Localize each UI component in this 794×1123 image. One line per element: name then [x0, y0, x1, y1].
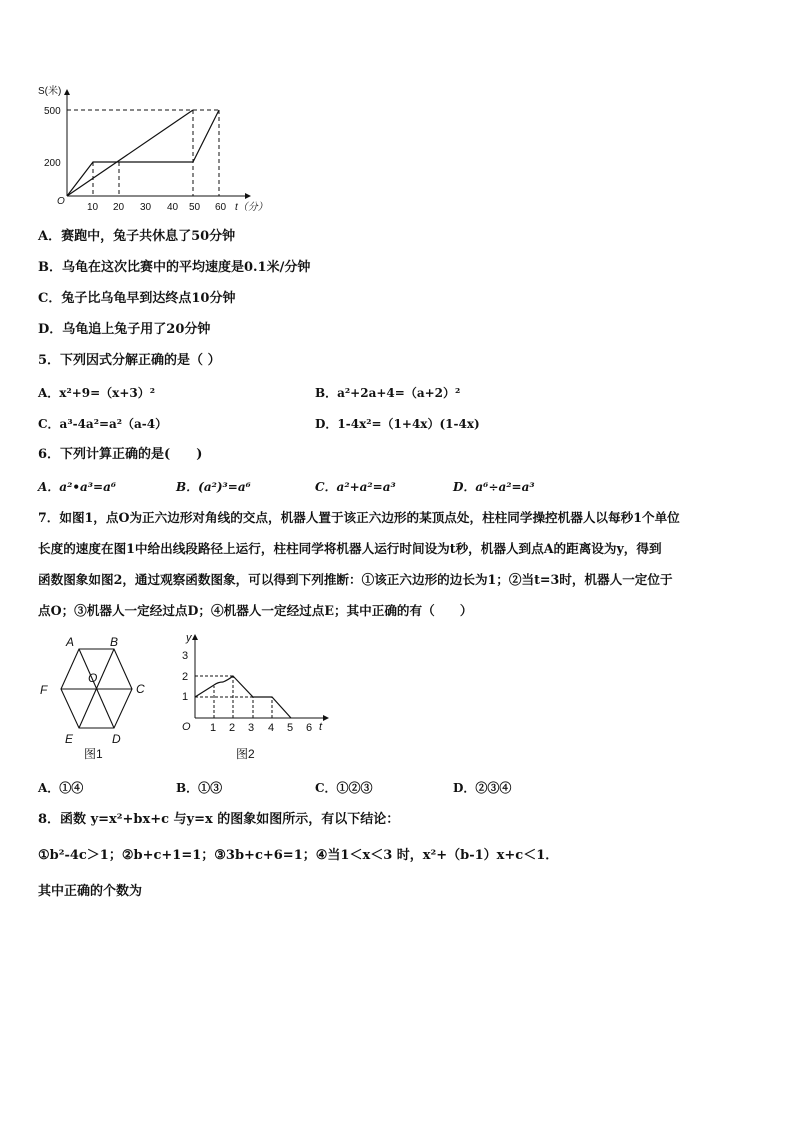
- hex-label-f: F: [40, 683, 48, 697]
- hexagon-figure: [34, 632, 164, 764]
- fig2-ytick-3: 3: [182, 650, 189, 662]
- q7-option-b: B．①③: [176, 781, 223, 795]
- race-xtick-20: 20: [113, 202, 125, 213]
- q7-option-a: A．①④: [38, 781, 84, 795]
- q5-option-c: C．a³-4a²=a²（a-4）: [38, 417, 168, 431]
- race-graph: [30, 82, 280, 217]
- rabbit-line: [67, 110, 219, 196]
- fig2-graph: [178, 630, 338, 765]
- fig2-xtick-6: 6: [306, 722, 313, 734]
- race-origin: O: [57, 196, 65, 207]
- hex-label-a: A: [66, 635, 75, 649]
- hex-label-o: O: [88, 671, 98, 685]
- q5-stem: 5．下列因式分解正确的是（ ）: [38, 353, 221, 368]
- fig2-xtick-3: 3: [248, 722, 255, 734]
- tortoise-line: [67, 110, 193, 196]
- fig2-xtick-4: 4: [268, 722, 275, 734]
- fig2-ytick-2: 2: [182, 671, 189, 683]
- fig2-caption: 图2: [236, 747, 255, 761]
- fig2-x-label: t: [319, 721, 323, 733]
- fig2-xtick-5: 5: [287, 722, 294, 734]
- q7-line-4: 点O；③机器人一定经过点D；④机器人一定经过点E；其中正确的有（ ）: [38, 603, 473, 618]
- hex-label-e: E: [65, 732, 74, 746]
- q5-option-a: A．x²+9=（x+3）²: [38, 386, 155, 400]
- q5-option-b: B．a²+2a+4=（a+2）²: [315, 386, 461, 400]
- race-ytick-500: 500: [44, 106, 61, 117]
- race-xtick-40: 40: [167, 202, 179, 213]
- race-xtick-50: 50: [189, 202, 201, 213]
- fig2-origin: O: [182, 721, 191, 733]
- q5-option-d: D．1-4x²=（1+4x）(1-4x): [315, 417, 480, 431]
- fig2-ytick-1: 1: [182, 691, 189, 703]
- race-xtick-30: 30: [140, 202, 152, 213]
- q7-line-2: 长度的速度在图1中给出线段路径上运行，柱柱同学将机器人运行时间设为t秒，机器人到点A的距离设为y，得到: [38, 541, 662, 556]
- fig2-y-label: y: [186, 632, 192, 644]
- q7-option-d: D．②③④: [453, 781, 512, 795]
- race-xtick-10: 10: [87, 202, 99, 213]
- q7-line-1: 7．如图1，点O为正六边形对角线的交点，机器人置于该正六边形的某顶点处，柱柱同学操控机器人以每秒1个单位: [38, 510, 680, 525]
- fig2-xtick-1: 1: [210, 722, 217, 734]
- race-y-label: S(米): [38, 86, 62, 97]
- hex-label-c: C: [136, 682, 145, 696]
- q6-option-c: C．a²+a²=a³: [315, 480, 396, 494]
- q4-option-a: A．赛跑中，兔子共休息了50分钟: [38, 229, 236, 244]
- q6-option-d: D．a⁶÷a²=a³: [453, 480, 535, 494]
- q4-option-c: C．兔子比乌龟早到达终点10分钟: [38, 291, 236, 306]
- race-ytick-200: 200: [44, 158, 61, 169]
- q7-line-3: 函数图象如图2，通过观察函数图象，可以得到下列推断：①该正六边形的边长为1；②当t=3时，机器人一定位于: [38, 572, 673, 587]
- q8-ask: 其中正确的个数为: [38, 884, 143, 899]
- q8-stem: 8．函数 y=x²+bx+c 与y=x 的图象如图所示，有以下结论：: [38, 812, 400, 827]
- fig2-xtick-2: 2: [229, 722, 236, 734]
- q8-conclusions: ①b²-4c＞1；②b+c+1=1；③3b+c+6=1；④当1＜x＜3 时，x²+（b-1）x+c＜1．: [38, 848, 559, 863]
- q7-option-c: C．①②③: [315, 781, 373, 795]
- q4-option-d: D．乌龟追上兔子用了20分钟: [38, 322, 211, 337]
- hex-label-b: B: [110, 635, 119, 649]
- fig1-caption: 图1: [84, 747, 103, 761]
- q6-stem: 6．下列计算正确的是( ): [38, 447, 203, 462]
- race-x-label: t（分）: [235, 202, 268, 213]
- q6-option-b: B．(a²)³=a⁶: [176, 480, 251, 494]
- hex-label-d: D: [112, 732, 121, 746]
- race-xtick-60: 60: [215, 202, 227, 213]
- q4-option-b: B．乌龟在这次比赛中的平均速度是0.1米/分钟: [38, 260, 311, 275]
- q6-option-a: A．a²•a³=a⁶: [38, 480, 117, 494]
